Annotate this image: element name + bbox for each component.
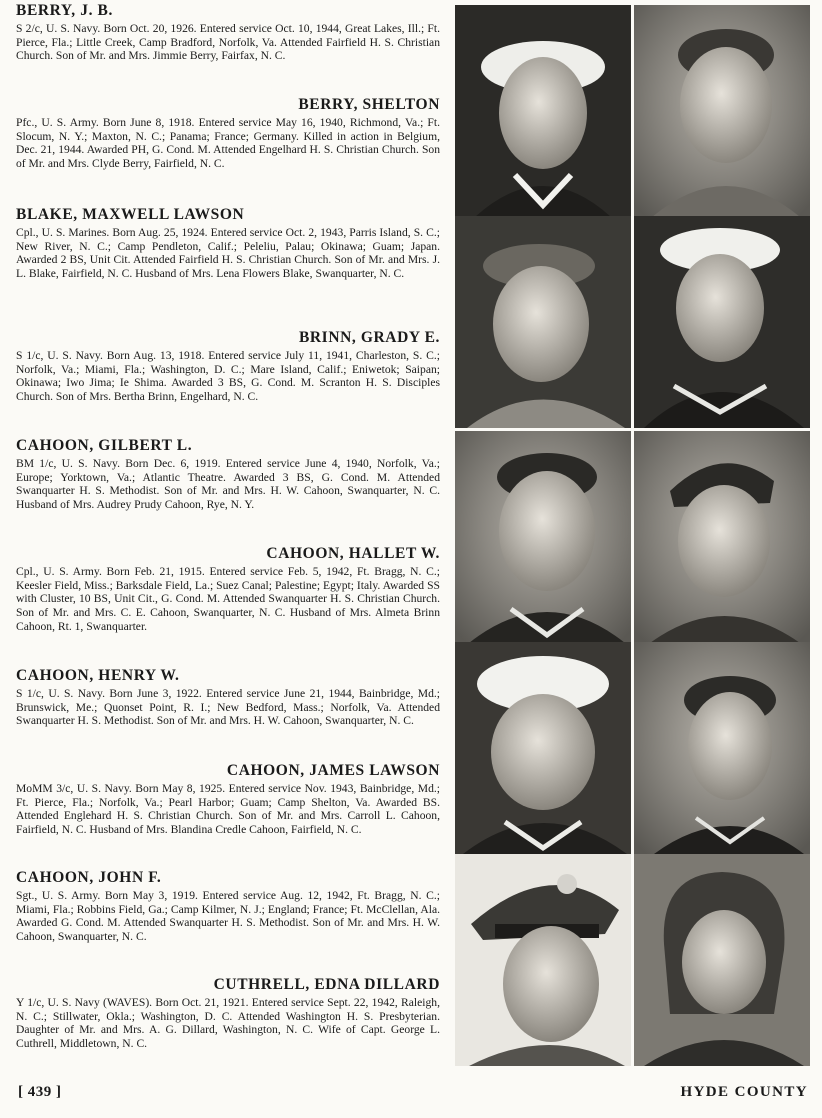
entry-name: CAHOON, JOHN F. — [16, 869, 162, 886]
portrait-blake-maxwell — [455, 216, 631, 428]
entry-name: CAHOON, JAMES LAWSON — [226, 762, 440, 779]
entry-bio: Pfc., U. S. Army. Born June 8, 1918. Entered service May 16, 1940, Richmond, Va.; Ft. Slocum, N. Y.; Maxton, N. C.; Panama; France; Germany. Killed in action in Belgium, Dec. 21, 1944. Awarded PH, G. Cond. M. Attended Engelhard H. S. Christian Church. Son of Mr. and Mrs. Clyde Berry, Fairfield, N. C. — [16, 116, 440, 171]
portrait-berry-jb — [455, 5, 631, 217]
entry-bio: Y 1/c, U. S. Navy (WAVES). Born Oct. 21, 1921. Entered service Sept. 22, 1942, Raleigh, N. C.; Stillwater, Okla.; Washington, D. C. Attended Washington H. S. Presbyterian. Daughter of Mr. and Mrs. A. G. Dillard, Washington, N. C. Wife of Capt. George L. Cuthrell, Middletown, N. C. — [16, 996, 440, 1051]
entry-bio: Sgt., U. S. Army. Born May 3, 1919. Entered service Aug. 12, 1942, Ft. Bragg, N. C.; Miami, Fla.; Robbins Field, Ga.; Camp Kilmer, N. J.; England; France; Ft. McClellan, Ala. Awarded G. Cond. M. Attended Swanquarter H. S. Methodist. Son of Mr. and Mrs. H. W. Cahoon, Swanquarter, N. C. — [16, 889, 440, 944]
entry-bio: S 1/c, U. S. Navy. Born June 3, 1922. Entered service June 21, 1944, Bainbridge, Md.; Brunswick, Me.; Quonset Point, R. I.; New Bedford, Mass.; Norfolk, Va. Attended Swanquarter H. S. Methodist. Son of Mr. and Mrs. H. W. Cahoon, Swanquarter, N. C. — [16, 687, 440, 728]
entry-name: CAHOON, HALLET W. — [266, 545, 440, 562]
entry-bio: Cpl., U. S. Marines. Born Aug. 25, 1924. Entered service Oct. 2, 1943, Parris Island, S. C.; New River, N. C.; Camp Pendleton, Calif.; Peleliu, Palau; Okinawa; Guam; Japan. Awarded 2 BS, Unit Cit. Attended Fairfield H. S. Christian Church. Son of Mr. and Mrs. J. L. Blake, Fairfield, N. C. Husband of Mrs. Lena Flowers Blake, Swanquarter, N. C. — [16, 226, 440, 281]
county-label: HYDE COUNTY — [680, 1084, 808, 1100]
portrait-cuthrell-edna — [634, 854, 810, 1066]
page-number: [ 439 ] — [18, 1084, 62, 1100]
entry-name: BERRY, SHELTON — [298, 96, 440, 113]
portrait-brinn-grady — [634, 216, 810, 428]
entry-cahoon-hallet — [16, 545, 440, 634]
portrait-grid — [455, 5, 809, 1063]
entry-name: BRINN, GRADY E. — [298, 329, 440, 346]
entry-brinn-grady — [16, 329, 440, 404]
entry-blake-maxwell — [16, 206, 440, 281]
entry-bio: S 1/c, U. S. Navy. Born Aug. 13, 1918. Entered service July 11, 1941, Charleston, S. C.; Norfolk, Va.; Miami, Fla.; Washington, D. C.; Mare Island, Calif.; Eniwetok; Saipan; Okinawa; Iwo Jima; Ie Shima. Awarded 3 BS, G. Cond. M. Scranton H. S. Disciples Church. Son of Mrs. Bertha Brinn, Engelhard, N. C. — [16, 349, 440, 404]
entry-cahoon-james — [16, 762, 440, 837]
portrait-cahoon-james — [634, 642, 810, 854]
portrait-cahoon-john — [455, 854, 631, 1066]
portrait-berry-shelton — [634, 5, 810, 217]
entry-cahoon-henry — [16, 667, 440, 728]
entry-name: CAHOON, GILBERT L. — [16, 437, 193, 454]
portrait-cahoon-henry — [455, 642, 631, 854]
entry-cahoon-john — [16, 869, 440, 944]
entry-name: CUTHRELL, EDNA DILLARD — [213, 976, 440, 993]
entry-bio: BM 1/c, U. S. Navy. Born Dec. 6, 1919. Entered service June 4, 1940, Norfolk, Va.; Europe; Yorktown, Va.; Atlantic Theatre. Awarded 3 BS, G. Cond. M. Attended Swanquarter H. S. Methodist. Son of Mr. and Mrs. H. W. Cahoon, Swanquarter, N. C. Husband of Mrs. Audrey Prudy Cahoon, Rye, N. Y. — [16, 457, 440, 512]
entry-bio: MoMM 3/c, U. S. Navy. Born May 8, 1925. Entered service Nov. 1943, Bainbridge, Md.; Ft. Pierce, Fla.; Norfolk, Va.; Pearl Harbor; Guam; Camp Shelton, Va. Awarded BS. Attended Englehard H. S. Christian Church. Son of Mr. and Mrs. Carroll L. Cahoon, Fairfield, N. C. Husband of Mrs. Blandina Credle Cahoon, Fairfield, N. C. — [16, 782, 440, 837]
entry-berry-jb — [16, 2, 440, 63]
entry-cuthrell-edna — [16, 976, 440, 1051]
portrait-cahoon-gilbert — [455, 431, 631, 643]
entry-bio: Cpl., U. S. Army. Born Feb. 21, 1915. Entered service Feb. 5, 1942, Ft. Bragg, N. C.; Keesler Field, Miss.; Barksdale Field, La.; Suez Canal; Palestine; Egypt; Italy. Awarded SS with Cluster, 10 BS, Unit Cit., G. Cond. M. Attended Swanquarter H. S. Christian Church. Son of Mr. and Mrs. C. E. Cahoon, Swanquarter, N. C. Husband of Mrs. Almeta Brinn Cahoon, Rt. 1, Swanquarter. — [16, 565, 440, 633]
entry-name: BERRY, J. B. — [16, 2, 113, 19]
portrait-cahoon-hallet — [634, 431, 810, 643]
entry-bio: S 2/c, U. S. Navy. Born Oct. 20, 1926. Entered service Oct. 10, 1944, Great Lakes, Ill.; Ft. Pierce, Fla.; Little Creek, Camp Bradford, Norfolk, Va. Attended Fairfield H. S. Christian Church. Son of Mr. and Mrs. Jimmie Berry, Fairfax, N. C. — [16, 22, 440, 63]
entry-cahoon-gilbert — [16, 437, 440, 512]
entry-name: CAHOON, HENRY W. — [16, 667, 180, 684]
entry-name: BLAKE, MAXWELL LAWSON — [16, 206, 245, 223]
entry-berry-shelton — [16, 96, 440, 171]
